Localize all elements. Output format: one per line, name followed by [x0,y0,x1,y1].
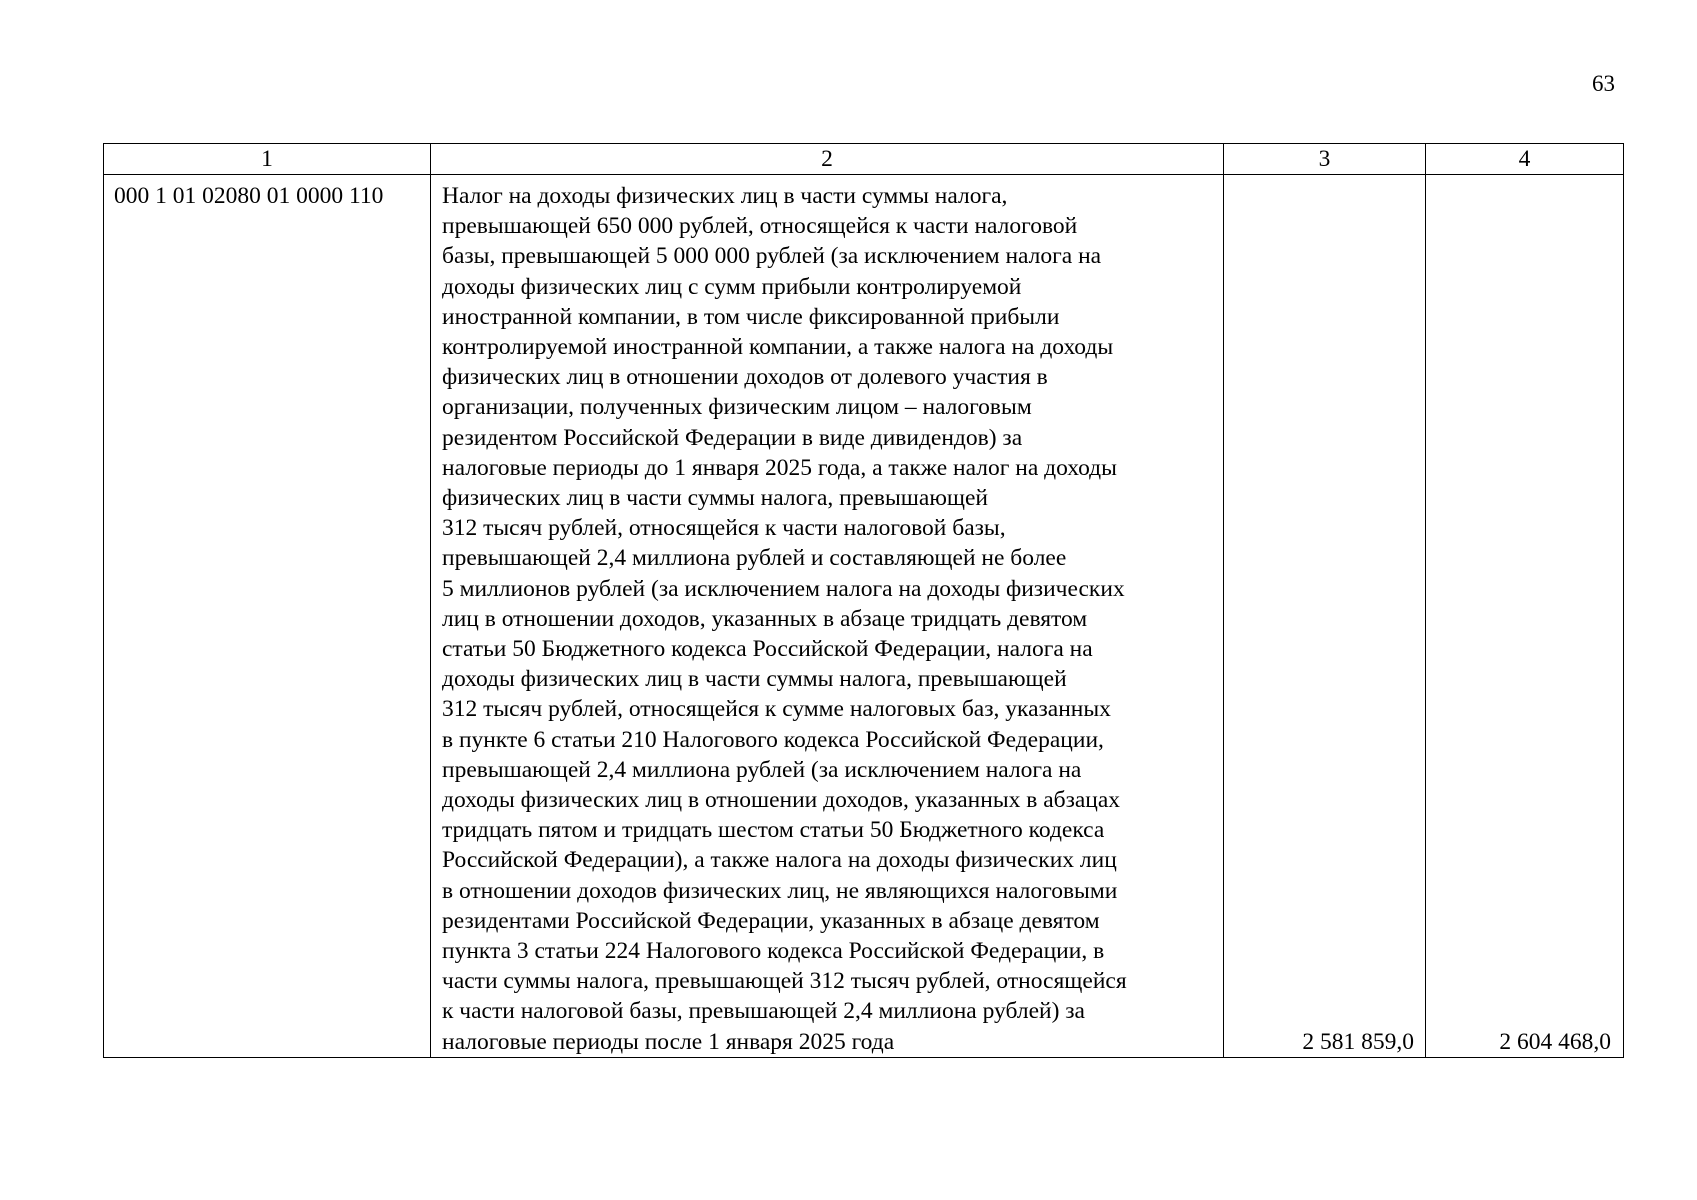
description-line: контролируемой иностранной компании, а также налога на доходы [442,334,1114,361]
description-line: Налог на доходы физических лиц в части суммы налога, [442,183,1008,209]
description-line: резидентом Российской Федерации в виде дивидендов) за [442,424,1023,451]
description-line: базы, превышающей 5 000 000 рублей (за исключением налога на [442,243,1102,270]
page-number: 63 [1592,71,1615,96]
description-line: резидентами Российской Федерации, указанных в абзаце девятом [442,907,1100,934]
value-column-4: 2 604 468,0 [1426,175,1624,1058]
description-line: лиц в отношении доходов, указанных в абзаце тридцать девятом [442,605,1088,632]
description-line: физических лиц в части суммы налога, превышающей [442,485,988,512]
table-row [104,175,1624,1058]
description-line: 5 миллионов рублей (за исключением налога на доходы физических [442,575,1125,602]
description-line: к части налоговой базы, превышающей 2,4 миллиона рублей) за [442,998,1085,1025]
classification-code: 000 1 01 02080 01 0000 110 [104,175,431,1058]
table-header-row [104,144,1624,175]
description-line: превышающей 650 000 рублей, относящейся к части налоговой [442,213,1078,240]
description-line: тридцать пятом и тридцать шестом статьи 50 Бюджетного кодекса [442,817,1105,844]
description-line: превышающей 2,4 миллиона рублей (за исключением налога на [442,756,1082,783]
description-line: доходы физических лиц в отношении доходов, указанных в абзацах [442,787,1121,814]
description-line: иностранной компании, в том числе фиксированной прибыли [442,303,1060,330]
description-line: налоговые периоды до 1 января 2025 года, а также налог на доходы [442,454,1117,481]
description-line: превышающей 2,4 миллиона рублей и составляющей не более [442,545,1067,572]
column-header-1: 1 [104,144,431,175]
description-line: статьи 50 Бюджетного кодекса Российской Федерации, налога на [442,636,1093,663]
description-line: 312 тысяч рублей, относящейся к части налоговой базы, [442,515,1006,542]
description-line: доходы физических лиц с сумм прибыли контролируемой [442,273,1022,300]
description-line: в пункте 6 статьи 210 Налогового кодекса Российской Федерации, [442,726,1104,753]
description-line: доходы физических лиц в части суммы налога, превышающей [442,666,1067,693]
description-line: в отношении доходов физических лиц, не являющихся налоговыми [442,877,1118,904]
description-line: 312 тысяч рублей, относящейся к сумме налоговых баз, указанных [442,696,1111,723]
description-cell [431,175,1224,1058]
description-line: части суммы налога, превышающей 312 тысяч рублей, относящейся [442,968,1127,995]
description-line: пункта 3 статьи 224 Налогового кодекса Российской Федерации, в [442,938,1105,965]
value-column-3: 2 581 859,0 [1224,175,1426,1058]
column-header-2: 2 [431,144,1224,175]
budget-table [103,143,1624,1058]
column-header-4: 4 [1426,144,1624,175]
description-line: Российской Федерации), а также налога на доходы физических лиц [442,847,1117,874]
column-header-3: 3 [1224,144,1426,175]
description-line: налоговые периоды после 1 января 2025 года [442,1028,895,1055]
description-line: организации, полученных физическим лицом – налоговым [442,394,1032,421]
description-line: физических лиц в отношении доходов от долевого участия в [442,364,1048,391]
